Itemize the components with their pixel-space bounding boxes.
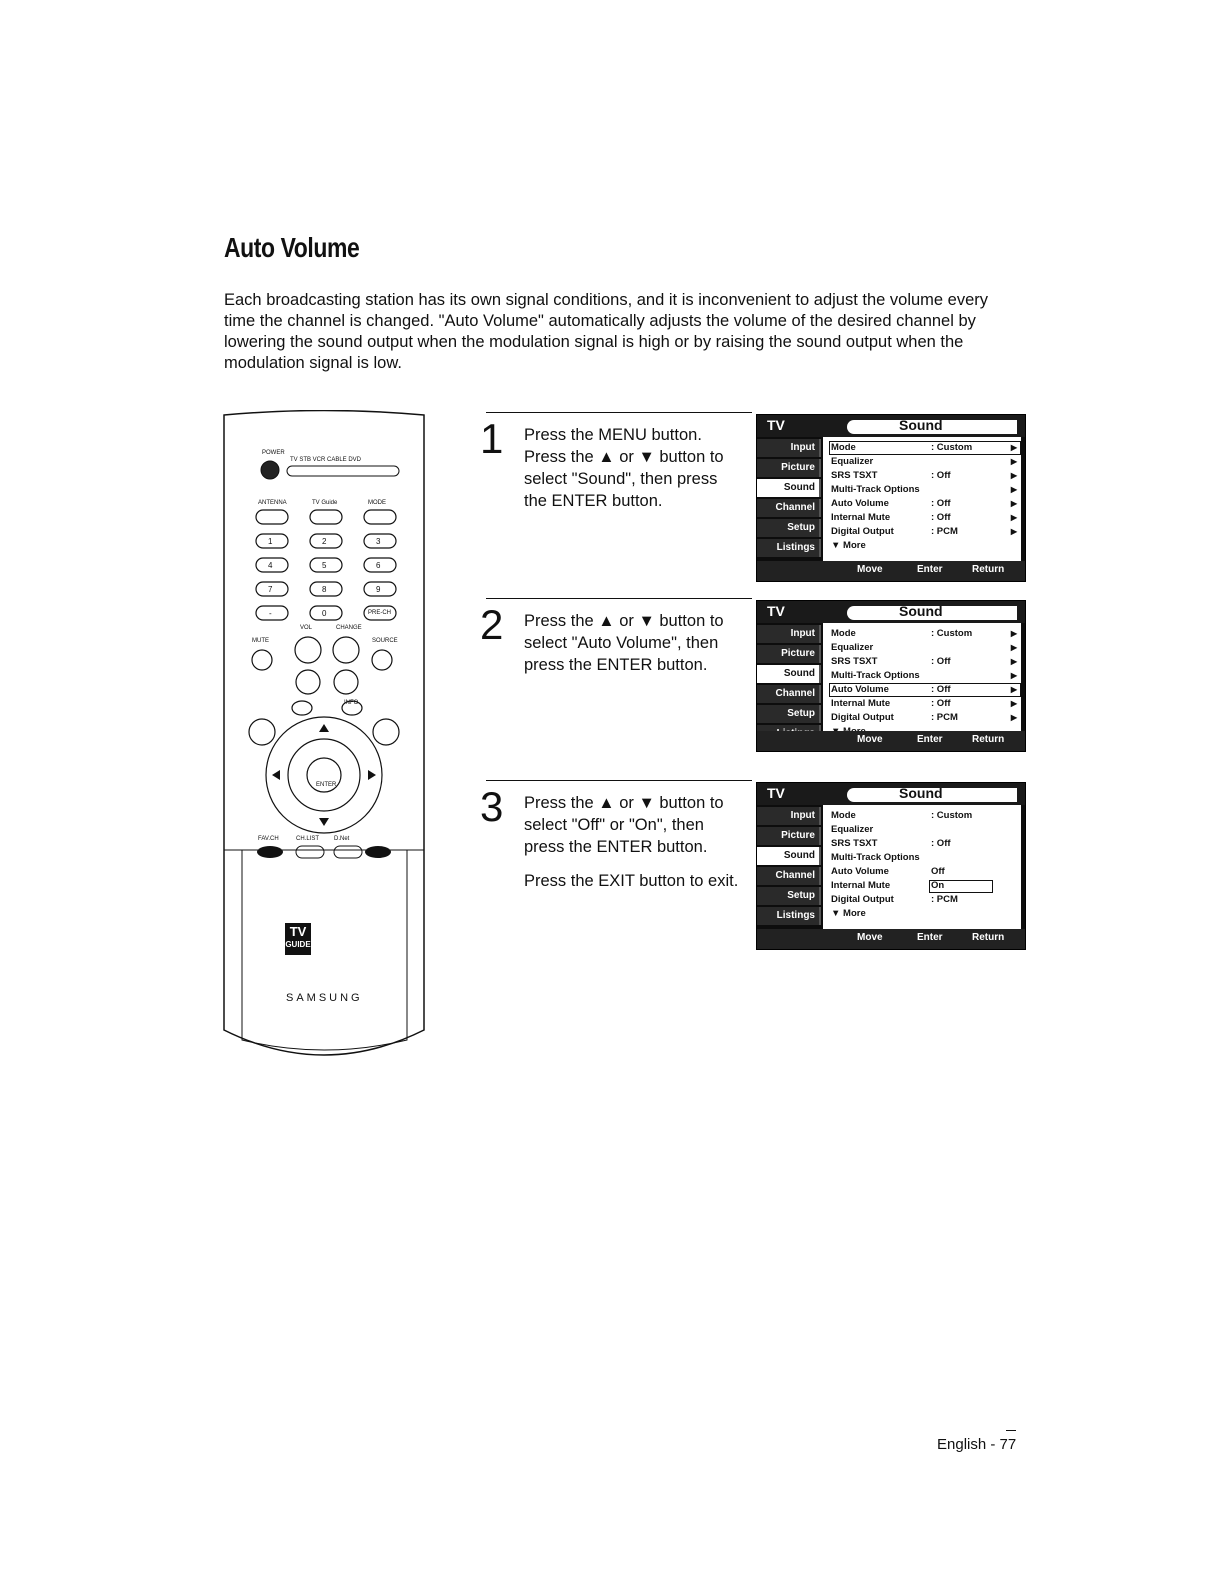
osd-sidebar-item-listings[interactable]: Listings: [757, 539, 821, 557]
osd-sidebar-item-input[interactable]: Input: [757, 625, 821, 643]
arrow-right-icon: ▶: [1010, 685, 1017, 694]
osd-menu-row[interactable]: [829, 441, 1021, 455]
osd-menu-row[interactable]: [829, 539, 1021, 553]
step-instructions: [524, 424, 739, 524]
brand-logo: SAMSUNG: [286, 992, 363, 1004]
osd-row-value: On: [931, 880, 945, 891]
osd-row-label: Internal Mute: [831, 880, 891, 891]
instruction-line: Press the ▲ or ▼ button to select "Off" or "On", then press the ENTER button.: [524, 794, 724, 856]
key-0[interactable]: 0: [322, 609, 327, 618]
osd-menu-row[interactable]: [829, 809, 1021, 823]
osd-menu-row[interactable]: [829, 865, 1021, 879]
osd-menu-row[interactable]: [829, 627, 1021, 641]
source-label: SOURCE: [372, 638, 398, 644]
osd-menu-row[interactable]: [829, 655, 1021, 669]
osd-row-label: ▼ More: [831, 908, 866, 919]
osd-row-value: Off: [931, 866, 945, 877]
osd-menu-row[interactable]: [829, 837, 1021, 851]
tv-osd-sound-menu: [756, 782, 1026, 950]
osd-row-label: SRS TSXT: [831, 838, 878, 849]
osd-row-label: Mode: [831, 810, 856, 821]
key-3[interactable]: 3: [376, 537, 381, 546]
arrow-right-icon: ▶: [1010, 671, 1017, 680]
step-number: 3: [480, 783, 504, 830]
enter-label: ENTER: [316, 782, 337, 788]
osd-footer: [757, 561, 1025, 581]
osd-section-title: Sound: [899, 785, 943, 801]
osd-sidebar-item-setup[interactable]: Setup: [757, 705, 821, 723]
osd-row-label: Internal Mute: [831, 512, 891, 523]
info-label: INFO: [344, 700, 359, 706]
remote-control-illustration: [222, 410, 427, 1060]
osd-sidebar-item-channel[interactable]: Channel: [757, 867, 821, 885]
key-5[interactable]: 5: [322, 561, 327, 570]
osd-row-value: : Off: [931, 470, 951, 481]
arrow-right-icon: ▶: [1010, 513, 1017, 522]
osd-header: [757, 783, 1025, 805]
change-label: CHANGE: [336, 625, 362, 631]
osd-row-value: : Off: [931, 512, 951, 523]
page-footer: English - 77: [937, 1436, 1016, 1453]
osd-footer-move: Move: [857, 734, 883, 745]
option-highlight-box: [929, 880, 993, 893]
osd-menu-row[interactable]: [829, 455, 1021, 469]
osd-sidebar-item-sound[interactable]: Sound: [757, 847, 821, 865]
osd-row-label: Equalizer: [831, 642, 874, 653]
osd-row-label: Mode: [831, 628, 856, 639]
instruction-line: Press the ▲ or ▼ button to select "Auto Volume", then press the ENTER button.: [524, 612, 724, 674]
osd-section-tab: [847, 785, 1017, 802]
antenna-label: ANTENNA: [258, 500, 287, 506]
osd-row-value: : Off: [931, 498, 951, 509]
osd-sidebar-item-input[interactable]: Input: [757, 807, 821, 825]
osd-menu-row[interactable]: [829, 683, 1021, 697]
osd-row-value: : Off: [931, 698, 951, 709]
key-4[interactable]: 4: [268, 561, 273, 570]
tvguide-label: TV Guide: [312, 500, 338, 506]
arrow-right-icon: ▶: [1010, 713, 1017, 722]
osd-row-value: : Custom: [931, 810, 973, 821]
osd-row-value: : PCM: [931, 526, 958, 537]
osd-row-value: : Custom: [931, 442, 973, 453]
osd-footer-enter: Enter: [917, 564, 943, 575]
key-6[interactable]: 6: [376, 561, 381, 570]
osd-row-value: : Custom: [931, 628, 973, 639]
osd-menu-row[interactable]: [829, 469, 1021, 483]
osd-footer-return: Return: [972, 564, 1005, 575]
key-7[interactable]: 7: [268, 585, 273, 594]
key-9[interactable]: 9: [376, 585, 381, 594]
key-2[interactable]: 2: [322, 537, 327, 546]
osd-menu-row[interactable]: [829, 497, 1021, 511]
osd-sidebar-item-picture[interactable]: Picture: [757, 459, 821, 477]
osd-sidebar-item-channel[interactable]: Channel: [757, 499, 821, 517]
osd-sidebar-item-sound[interactable]: Sound: [757, 665, 821, 683]
arrow-right-icon: ▶: [1010, 471, 1017, 480]
osd-menu-row[interactable]: [829, 641, 1021, 655]
osd-menu-panel: [823, 623, 1021, 731]
osd-row-label: Equalizer: [831, 824, 874, 835]
step-divider: [486, 412, 752, 413]
arrow-right-icon: ▶: [1010, 499, 1017, 508]
osd-menu-row[interactable]: [829, 851, 1021, 865]
osd-sidebar-item-sound[interactable]: Sound: [757, 479, 821, 497]
osd-row-value: : Off: [931, 684, 951, 695]
key-8[interactable]: 8: [322, 585, 327, 594]
osd-section-tab: [847, 417, 1017, 434]
osd-row-label: Digital Output: [831, 712, 894, 723]
osd-menu-row[interactable]: [829, 711, 1021, 725]
osd-row-label: Mode: [831, 442, 856, 453]
osd-menu-row[interactable]: [829, 669, 1021, 683]
osd-sidebar-item-setup[interactable]: Setup: [757, 519, 821, 537]
tv-osd-sound-menu: [756, 414, 1026, 582]
arrow-right-icon: ▶: [1010, 629, 1017, 638]
osd-footer-return: Return: [972, 734, 1005, 745]
step-instructions: [524, 792, 739, 904]
osd-footer-return: Return: [972, 932, 1005, 943]
prech-label: PRE-CH: [368, 610, 392, 616]
mode-select-label: TV STB VCR CABLE DVD: [290, 457, 362, 463]
osd-sidebar-item-channel[interactable]: Channel: [757, 685, 821, 703]
osd-section-tab: [847, 603, 1017, 620]
osd-row-label: Auto Volume: [831, 498, 889, 509]
osd-menu-row[interactable]: [829, 823, 1021, 837]
dnet-label: D.Net: [334, 836, 350, 842]
osd-sidebar-item-setup[interactable]: Setup: [757, 887, 821, 905]
osd-row-value: : Off: [931, 656, 951, 667]
osd-row-value: : PCM: [931, 712, 958, 723]
arrow-right-icon: ▶: [1010, 527, 1017, 536]
osd-section-title: Sound: [899, 417, 943, 433]
chlist-label: CH.LIST: [296, 836, 320, 842]
intro-paragraph: Each broadcasting station has its own signal conditions, and it is inconvenient to adjust the volume every time the channel is changed. "Auto Volume" automatically adjusts the volume of the desired channel by lowering the sound output when the modulation signal is high or by raising the sound output when the modulation signal is low.: [224, 291, 989, 372]
osd-menu-panel: [823, 437, 1021, 561]
osd-menu-row[interactable]: [829, 907, 1021, 921]
osd-tv-label: TV: [767, 785, 785, 801]
step-instructions: [524, 610, 739, 688]
osd-footer: [757, 929, 1025, 949]
osd-menu-row[interactable]: [829, 697, 1021, 711]
osd-header: [757, 415, 1025, 437]
mode-label: MODE: [368, 500, 386, 506]
step-divider: [486, 598, 752, 599]
osd-row-label: Digital Output: [831, 894, 894, 905]
osd-row-label: Digital Output: [831, 526, 894, 537]
page-title: Auto Volume: [224, 232, 360, 263]
osd-menu-row[interactable]: [829, 879, 1021, 893]
osd-header: [757, 601, 1025, 623]
osd-sidebar-item-input[interactable]: Input: [757, 439, 821, 457]
osd-row-label: SRS TSXT: [831, 656, 878, 667]
osd-row-label: Multi-Track Options: [831, 852, 920, 863]
osd-sidebar-item-picture[interactable]: Picture: [757, 645, 821, 663]
osd-footer-enter: Enter: [917, 932, 943, 943]
arrow-right-icon: ▶: [1010, 443, 1017, 452]
power-label: POWER: [262, 450, 285, 456]
vol-label: VOL: [300, 625, 313, 631]
remote-body-outline: [222, 410, 427, 1060]
osd-sidebar: [757, 623, 821, 745]
osd-row-label: Auto Volume: [831, 866, 889, 877]
instruction-line: Press the MENU button. Press the ▲ or ▼ button to select "Sound", then press the ENTER button.: [524, 426, 724, 510]
osd-row-value: : Off: [931, 838, 951, 849]
osd-row-label: Multi-Track Options: [831, 484, 920, 495]
osd-footer-move: Move: [857, 932, 883, 943]
key-dash[interactable]: -: [269, 609, 272, 618]
arrow-right-icon: ▶: [1010, 643, 1017, 652]
osd-menu-row[interactable]: [829, 511, 1021, 525]
osd-row-label: Internal Mute: [831, 698, 891, 709]
osd-sidebar-item-picture[interactable]: Picture: [757, 827, 821, 845]
osd-footer-move: Move: [857, 564, 883, 575]
osd-menu-panel: [823, 805, 1021, 929]
osd-footer-enter: Enter: [917, 734, 943, 745]
arrow-right-icon: ▶: [1010, 657, 1017, 666]
key-1[interactable]: 1: [268, 537, 273, 546]
mute-label: MUTE: [252, 638, 269, 644]
osd-row-value: : PCM: [931, 894, 958, 905]
step-divider: [486, 780, 752, 781]
favch-label: FAV.CH: [258, 836, 279, 842]
osd-row-label: Equalizer: [831, 456, 874, 467]
step-number: 2: [480, 601, 504, 648]
tv-osd-sound-menu: [756, 600, 1026, 752]
osd-sidebar: [757, 805, 821, 927]
arrow-right-icon: ▶: [1010, 699, 1017, 708]
osd-sidebar: [757, 437, 821, 559]
arrow-right-icon: ▶: [1010, 485, 1017, 494]
osd-sidebar-item-listings[interactable]: Listings: [757, 907, 821, 925]
osd-menu-row[interactable]: [829, 483, 1021, 497]
osd-row-label: Multi-Track Options: [831, 670, 920, 681]
osd-tv-label: TV: [767, 603, 785, 619]
osd-section-title: Sound: [899, 603, 943, 619]
osd-row-label: ▼ More: [831, 540, 866, 551]
osd-tv-label: TV: [767, 417, 785, 433]
osd-row-label: SRS TSXT: [831, 470, 878, 481]
osd-row-label: Auto Volume: [831, 684, 889, 695]
arrow-right-icon: ▶: [1010, 457, 1017, 466]
osd-menu-row[interactable]: [829, 525, 1021, 539]
instruction-line: Press the EXIT button to exit.: [524, 872, 739, 890]
tvguide-logo: TV GUIDE: [285, 923, 311, 955]
osd-footer: [757, 731, 1025, 751]
step-number: 1: [480, 415, 504, 462]
osd-menu-row[interactable]: [829, 893, 1021, 907]
